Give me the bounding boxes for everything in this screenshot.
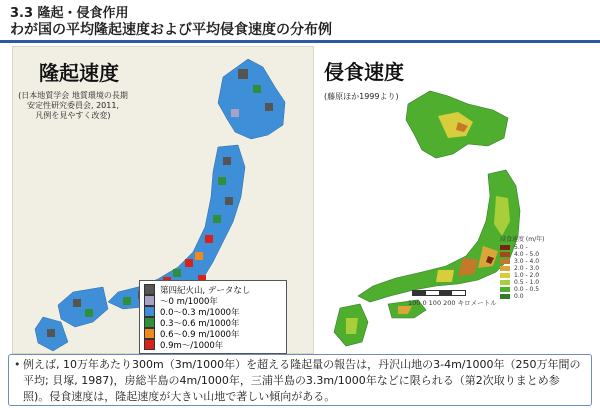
- legend-swatch: [500, 273, 510, 278]
- erosion-legend-title: 浸食速度 (m/年): [500, 236, 545, 243]
- scale-label: 100 0 100 200 キロメートル: [408, 299, 497, 307]
- legend-label: 3.0 - 4.0: [514, 258, 540, 265]
- uplift-map-panel: [12, 46, 314, 354]
- legend-swatch: [500, 294, 510, 299]
- legend-item: [144, 284, 282, 295]
- uplift-credit-line2: 安定性研究委員会, 2011,: [27, 101, 119, 110]
- erosion-title: 侵食速度: [324, 60, 404, 84]
- header-rule: [0, 40, 600, 43]
- uplift-credit-line1: (日本地質学会 地質環境の長期: [18, 91, 128, 100]
- legend-item: [144, 306, 282, 317]
- legend-swatch: [500, 280, 510, 285]
- legend-swatch: [500, 287, 510, 292]
- legend-label: 0.0: [514, 293, 524, 300]
- legend-item: [500, 265, 558, 272]
- legend-item: [144, 317, 282, 328]
- section-heading: 3.3 隆起・侵食作用: [10, 6, 129, 21]
- legend-label: 0.0 - 0.5: [514, 286, 540, 293]
- legend-swatch: [500, 252, 510, 257]
- legend-item: [144, 295, 282, 306]
- legend-label: 1.0 - 2.0: [514, 272, 540, 279]
- page-title: わが国の平均隆起速度および平均侵食速度の分布例: [10, 22, 332, 38]
- legend-label: 5.0 -: [514, 244, 528, 251]
- legend-item: [500, 272, 558, 279]
- uplift-credit: [13, 91, 133, 121]
- note-text: 例えば, 10万年あたり300m（3m/1000年）を超える隆起量の報告は，丹沢山地の3-4m/1000年（250万年間の平均; 貝塚, 1987)，房総半島の4m/1000年，三浦半島の3.3m/1000年などに限られる（第2次取りまとめ参照)。侵食速度は，隆起速度が大きい山地で著しい傾向がある。: [23, 358, 581, 403]
- legend-swatch: [144, 284, 155, 295]
- legend-item: [144, 339, 282, 350]
- legend-label: 0.3〜0.6 m/1000年: [160, 318, 240, 329]
- legend-swatch: [500, 245, 510, 250]
- note-box: [8, 354, 592, 406]
- legend-swatch: [144, 339, 155, 350]
- legend-item: [500, 258, 558, 265]
- legend-item: [500, 279, 558, 286]
- legend-label: 0.9m〜/1000年: [160, 340, 224, 351]
- uplift-title: 隆起速度: [39, 61, 119, 85]
- erosion-legend: [500, 234, 558, 300]
- legend-label: 4.0 - 5.0: [514, 251, 540, 258]
- legend-swatch: [144, 295, 155, 306]
- slide-header: [0, 0, 600, 42]
- legend-item: [500, 286, 558, 293]
- legend-label: 0.0〜0.3 m/1000年: [160, 307, 240, 318]
- legend-swatch: [144, 306, 155, 317]
- legend-item: [500, 251, 558, 258]
- uplift-legend: [139, 280, 287, 354]
- legend-label: 第四紀火山, データなし: [160, 285, 251, 296]
- legend-item: [500, 244, 558, 251]
- legend-swatch: [144, 317, 155, 328]
- legend-label: 2.0 - 3.0: [514, 265, 540, 272]
- legend-label: 0.5 - 1.0: [514, 279, 540, 286]
- legend-label: 〜0 m/1000年: [160, 296, 218, 307]
- erosion-credit: (藤原ほか1999より): [324, 92, 399, 101]
- legend-swatch: [500, 259, 510, 264]
- legend-item: [500, 293, 558, 300]
- bullet-icon: •: [14, 358, 21, 371]
- legend-item: [144, 328, 282, 339]
- legend-swatch: [144, 328, 155, 339]
- legend-swatch: [500, 266, 510, 271]
- uplift-credit-line3: 凡例を見やすく改変): [35, 111, 111, 120]
- legend-label: 0.6〜0.9 m/1000年: [160, 329, 240, 340]
- scale-bar: [412, 290, 466, 296]
